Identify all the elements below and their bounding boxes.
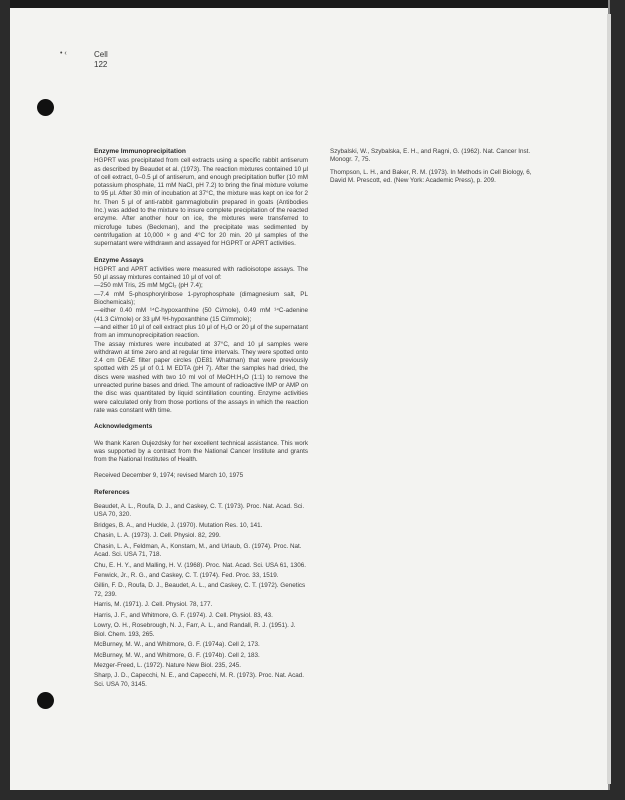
right-column <box>330 148 544 187</box>
reference: Thompson, L. H., and Baker, R. M. (1973). In Methods in Cell Biology, 6, David M. Prescott, ed. (New York: Academic Press), p. 209. <box>330 168 532 184</box>
reference: Chasin, L. A., Feldman, A., Konstam, M., and Urlaub, G. (1974). Proc. Nat. Acad. Sci. USA 71, 718. <box>94 542 302 559</box>
section-heading: Acknowledgments <box>94 423 153 431</box>
scanner-top-border <box>10 0 608 8</box>
punch-hole-bottom <box>37 692 54 709</box>
reference: Szybalski, W., Szybalska, E. H., and Ragni, G. (1962). Nat. Cancer Inst. Monogr. 7, 75. <box>330 148 531 164</box>
section-heading: Enzyme Immunoprecipitation <box>94 148 186 155</box>
left-column <box>94 148 308 691</box>
received-date: Received December 9, 1974; revised March 10, 1975 <box>94 472 244 480</box>
reference: McBurney, M. W., and Whitmore, G. F. (1974a). Cell 2, 173. <box>94 641 260 649</box>
list-item: —7.4 mM 5-phosphorylribose 1-pyrophosphate (dimagnesium salt, PL Biochemicals); <box>94 290 308 307</box>
paragraph: The assay mixtures were incubated at 37°C, and 10 μl samples were withdrawn at time zero and at regular time intervals. They were spotted onto 2.4 cm DEAE filter paper circles (DE81 Whatman) that were previously spotted with 25 μl of 0.1 M EDTA (pH 7). After the samples had dried, the discs were washed with two 10 ml vol of MeOH:H₂O (1:1) to remove the unreacted purine bases and dried. The amount of radioactive IMP or AMP on the disc was quantitated by liquid scintillation counting. Enzyme activities were calculated only from those portions of the assays in which the reaction rate was constant with time. <box>94 340 308 414</box>
paragraph: HGPRT and APRT activities were measured with radioisotope assays. The 50 μl assay mixtures contained 10 μl of vol of: <box>94 265 308 282</box>
reference: Gillin, F. D., Roufa, D. J., Beaudet, A. L., and Caskey, C. T. (1972). Genetics 72, 239. <box>94 582 306 598</box>
section-heading: Enzyme Assays <box>94 256 144 264</box>
punch-hole-top <box>37 99 54 116</box>
reference: Bridges, B. A., and Huckle, J. (1970). Mutation Res. 10, 141. <box>94 521 263 529</box>
list-item: —either 0.40 mM ¹⁴C-hypoxanthine (50 Ci/mole), 0.49 mM ¹⁴C-adenine (41.3 Ci/mole) or 33 μM ³H-hypoxanthine (15 Ci/mmole); <box>94 307 308 323</box>
list-item: —250 mM Tris, 25 mM MgCl₂ (pH 7.4); <box>94 282 203 290</box>
journal-name: Cell <box>94 50 108 59</box>
paper-page <box>10 0 610 790</box>
page-number: 122 <box>94 60 108 69</box>
reference: Harris, J. F., and Whitmore, G. F. (1974). J. Cell. Physiol. 83, 43. <box>94 611 273 619</box>
reference: Mezger-Freed, L. (1972). Nature New Biol. 235, 245. <box>94 661 241 669</box>
reference: Harris, M. (1971). J. Cell. Physiol. 78, 177. <box>94 601 213 609</box>
reference: Chasin, L. A. (1973). J. Cell. Physiol. 82, 299. <box>94 532 221 540</box>
reference: Lowry, O. H., Rosebrough, N. J., Farr, A. L., and Randall, R. J. (1951). J. Biol. Chem. 193, 265. <box>94 622 296 638</box>
reference: McBurney, M. W., and Whitmore, G. F. (1974b). Cell 2, 183. <box>94 651 260 659</box>
reference: Chu, E. H. Y., and Malling, H. V. (1968). Proc. Nat. Acad. Sci. USA 61, 1306. <box>94 561 306 569</box>
section-heading: References <box>94 488 130 496</box>
reference: Sharp, J. D., Capecchi, N. E., and Capecchi, M. R. (1973). Proc. Nat. Acad. Sci. USA 70, 3145. <box>94 672 304 688</box>
corner-mark: • ‹ <box>60 50 67 57</box>
reference: Fenwick, Jr., R. G., and Caskey, C. T. (1974). Fed. Proc. 33, 1519. <box>94 572 279 579</box>
list-item: —and either 10 μl of cell extract plus 10 μl of H₂O or 20 μl of the supernatant from an immunoprecipitation reaction. <box>94 323 308 340</box>
page-edge <box>607 14 611 784</box>
paragraph: We thank Karen Oujezdsky for her excellent technical assistance. This work was supported by a contract from the National Cancer Institute and grants from the National Institutes of Health. <box>94 439 308 464</box>
running-header <box>94 50 108 70</box>
paragraph: HGPRT was precipitated from cell extracts using a specific rabbit antiserum as described by Beaudet et al. (1973). The reaction mixtures contained 10 μl of cell extract, 0–0.5 μl of antiserum, and enough precipitation buffer (10 mM potassium phosphate, 11 mM NaCl, pH 7.2) to bring the final mixture volume to 95 μl. After 30 min of incubation at 37°C, the mixture was kept on ice for 2 hr. Then 5 μl of anti-rabbit gammaglobulin prepared in goats (Antibodies Inc.) was added to the mixture to insure complete precipitation of the reacted enzyme. After another hour on ice, the mixtures were transferred to microfuge tubes (Beckman), and the precipitate was sedimented by centrifugation at 10,000 × g and 4°C for 20 min. 20 μl samples of the supernatant were withdrawn and assayed for HGPRT or APRT activities. <box>94 157 308 248</box>
reference: Beaudet, A. L., Roufa, D. J., and Caskey, C. T. (1973). Proc. Nat. Acad. Sci. USA 70, 320. <box>94 502 305 519</box>
